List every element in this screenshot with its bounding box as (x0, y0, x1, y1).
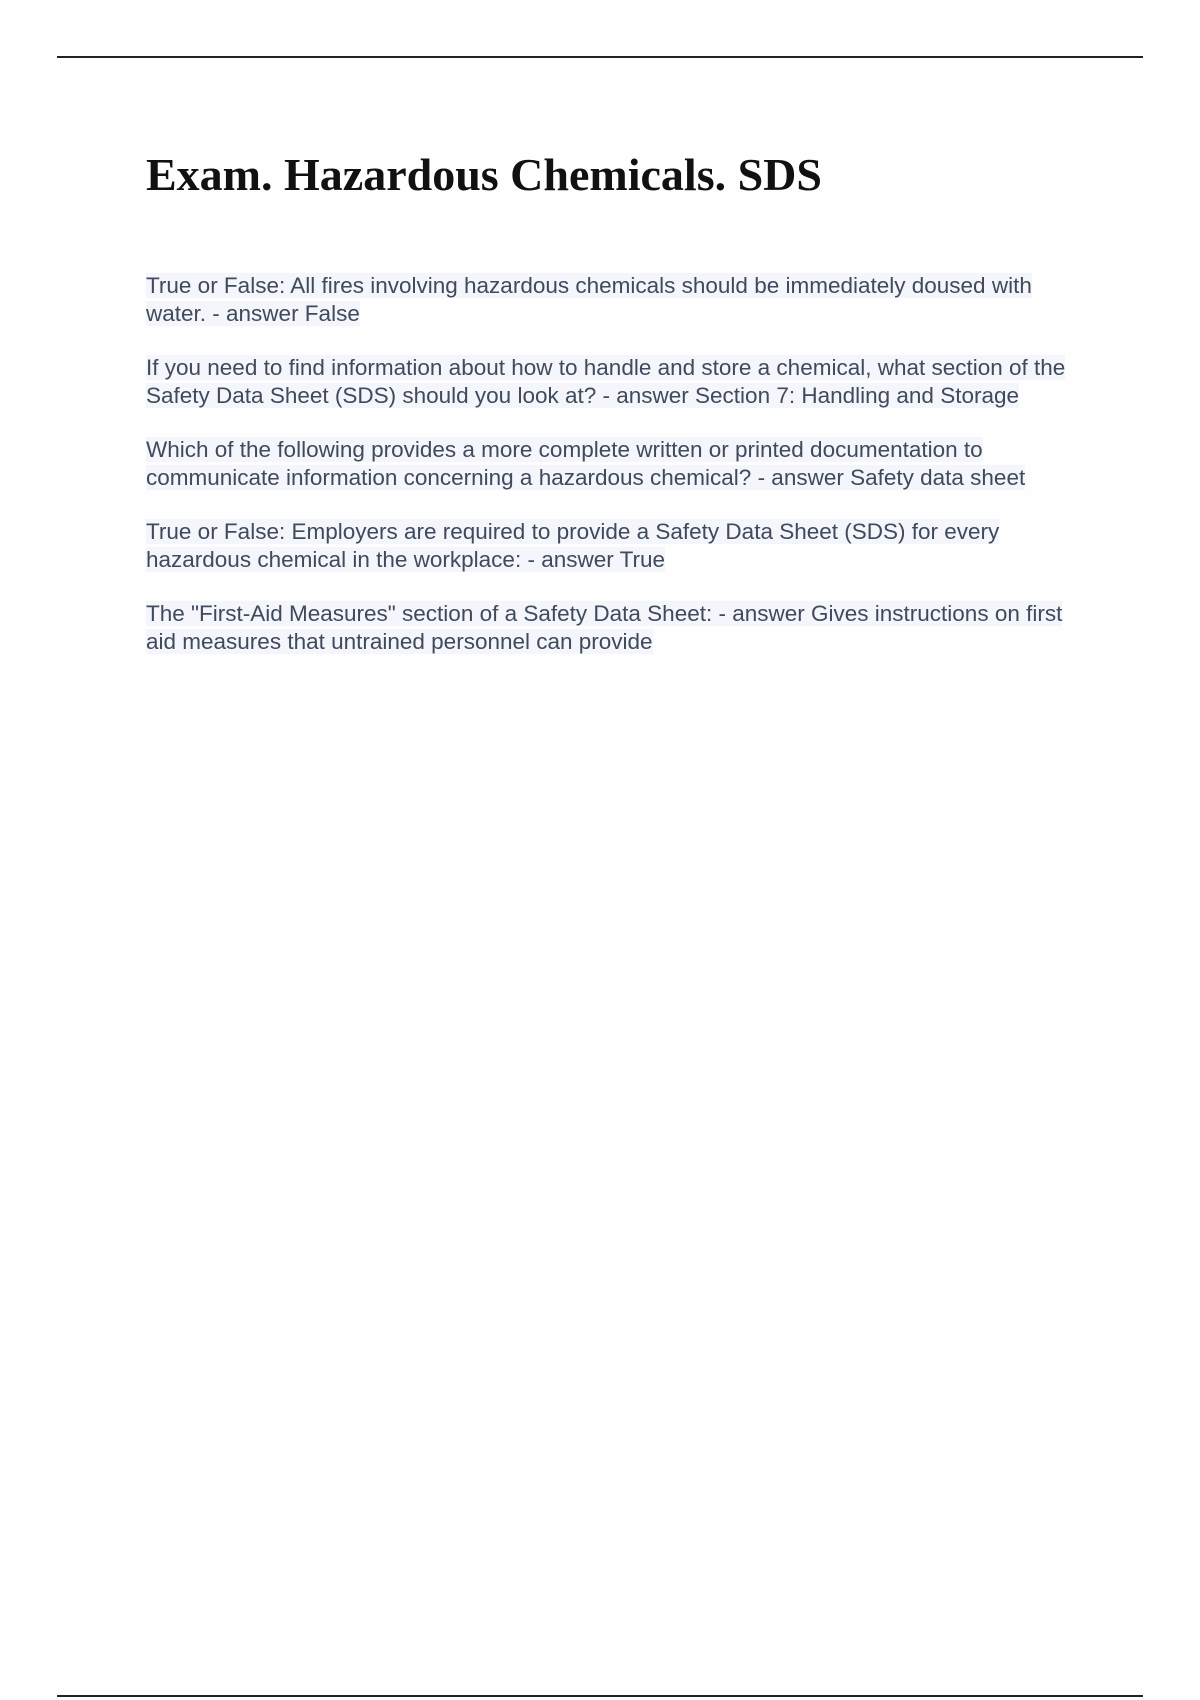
qa-text: Which of the following provides a more complete written or printed documentation to communicate information concerning a hazardous chemical? - answer Safety data sheet (146, 437, 1026, 490)
document-body (146, 142, 1096, 682)
qa-text: The "First-Aid Measures" section of a Safety Data Sheet: - answer Gives instructions on first aid measures that untrained personnel can provide (146, 601, 1063, 654)
qa-item (146, 272, 1096, 328)
document-title: Exam. Hazardous Chemicals. SDS (146, 149, 822, 200)
header-rule (57, 56, 1143, 58)
footer-rule (57, 1695, 1143, 1697)
qa-text: True or False: Employers are required to provide a Safety Data Sheet (SDS) for every hazardous chemical in the workplace: - answer True (146, 519, 1000, 572)
qa-list (146, 272, 1096, 656)
qa-item (146, 600, 1096, 656)
qa-item (146, 518, 1096, 574)
qa-item (146, 436, 1096, 492)
qa-text: True or False: All fires involving hazardous chemicals should be immediately doused with water. - answer False (146, 273, 1032, 326)
qa-item (146, 354, 1096, 410)
qa-text: If you need to find information about how to handle and store a chemical, what section of the Safety Data Sheet (SDS) should you look at? - answer Section 7: Handling and Storage (146, 355, 1066, 408)
